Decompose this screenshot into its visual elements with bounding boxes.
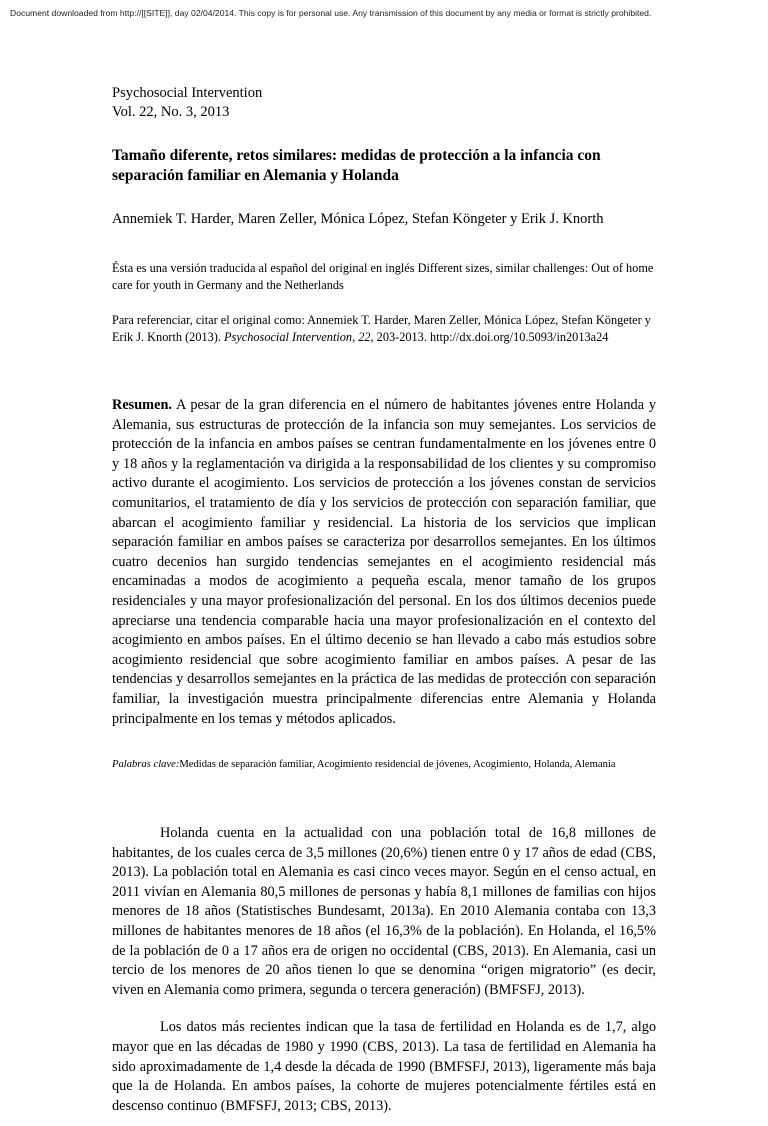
translation-note: Ésta es una versión traducida al español del original en inglés Different sizes, similar challenges: Out of home care for youth in Germany and the Netherlands <box>112 261 654 292</box>
citation-prefix: Para referenciar, citar el original como: Annemiek T. Harder, Maren Zeller, Mónica López, Stefan Köngeter y Erik J. Knorth (2013). <box>112 313 651 344</box>
citation-suffix: 203-2013. http://dx.doi.org/10.5093/in2013a24 <box>373 330 609 344</box>
body-paragraph: Los datos más recientes indican que la tasa de fertilidad en Holanda es de 1,7, algo mayor que en las décadas de 1980 y 1990 (CBS, 2013). La tasa de fertilidad en Alemania ha sido aproximadamente de 1,4 desde la década de 1990 (BMFSFJ, 2013), ligeramente más baja que la de Holanda. En ambos países, la cohorte de mujeres potencialmente fértiles está en descenso continuo (BMFSFJ, 2013; CBS, 2013). <box>112 1019 656 1114</box>
article-page <box>112 84 656 1126</box>
article-title: Tamaño diferente, retos similares: medidas de protección a la infancia con separación familiar en Alemania y Holanda <box>112 147 601 184</box>
keywords <box>112 758 656 772</box>
journal-name: Psychosocial Intervention <box>112 85 263 101</box>
keywords-text: Medidas de separación familiar, Acogimiento residencial de jóvenes, Acogimiento, Holanda, Alemania <box>179 759 616 771</box>
authors: Annemiek T. Harder, Maren Zeller, Mónica López, Stefan Köngeter y Erik J. Knorth <box>112 211 604 227</box>
citation <box>112 312 656 346</box>
abstract-text: A pesar de la gran diferencia en el número de habitantes jóvenes entre Holanda y Alemania, sus estructuras de protección de la infancia son muy semejantes. Los servicios de protección de la infancia en ambos países se centran fundamentalmente en los jóvenes entre 0 y 18 años y la reglamentación va dirigida a la responsabilidad de los clientes y su compromiso activo durante el acogimiento. Los servicios de protección a los jóvenes constan de servicios comunitarios, el tratamiento de día y los servicios de protección con separación familiar, que abarcan el acogimiento familiar y residencial. La historia de los servicios que implican separación familiar en ambos países se caracteriza por desarrollos semejantes. En los últimos cuatro decenios han surgido tendencias semejantes en el acogimiento residencial más encaminadas a modos de acogimiento a pequeña escala, menor tamaño de los grupos residenciales y una mayor profesionalización del personal. En los dos últimos decenios puede apreciarse una tendencia comparable hacia una mayor profesionalización en el contexto del acogimiento en ambos países. En el último decenio se han llevado a cabo más estudios sobre acogimiento residencial que sobre acogimiento familiar en ambos países. A pesar de las tendencias y desarrollos semejantes en la práctica de las medidas de protección con separación familiar, la investigación muestra principalmente diferencias entre Alemania y Holanda principalmente en los temas y métodos aplicados. <box>112 397 656 727</box>
abstract-label: Resumen. <box>112 397 172 413</box>
journal-volume: Vol. 22, No. 3, 2013 <box>112 104 230 120</box>
journal-info <box>112 84 656 122</box>
body-paragraph: Holanda cuenta en la actualidad con una población total de 16,8 millones de habitantes, de los cuales cerca de 3,5 millones (20,6%) tienen entre 0 y 17 años de edad (CBS, 2013). La población total en Alemania es casi cinco veces mayor. Según en el censo actual, en 2011 vivían en Alemania 80,5 millones de personas y había 8,1 millones de familias con hijos menores de 18 años (Statistisches Bundesamt, 2013a). En 2010 Alemania contaba con 13,3 millones de habitantes menores de 18 años (el 16,3% de la población). En Holanda, el 16,5% de la población de 0 a 17 años era de origen no occidental (CBS, 2013). En Alemania, casi un tercio de los menores de 20 años tienen lo que se denomina “origen migratorio” (es decir, viven en Alemania como primera, segunda o tercera generación) (BMFSFJ, 2013). <box>112 825 656 998</box>
keywords-label: Palabras clave: <box>112 759 180 771</box>
abstract <box>112 396 656 729</box>
download-notice: Document downloaded from http://[[SITE]], day 02/04/2014. This copy is for personal use. Any transmission of this document by any media or format is strictly prohibited. <box>10 8 652 18</box>
citation-journal: Psychosocial Intervention, 22, <box>224 330 374 344</box>
